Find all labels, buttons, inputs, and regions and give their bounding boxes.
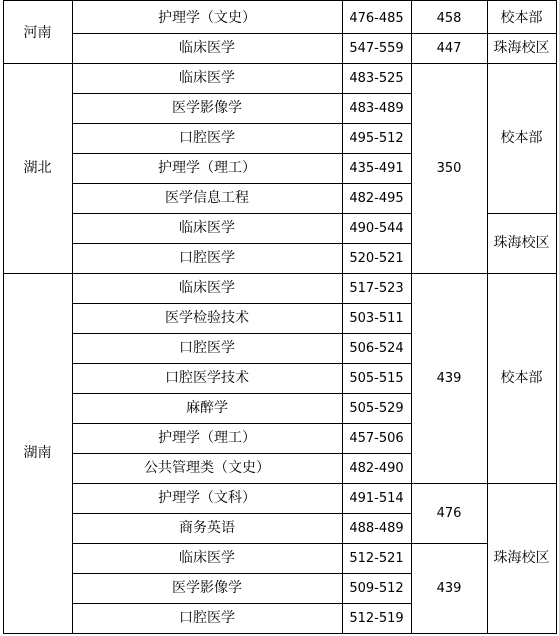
row-divider [487, 213, 557, 214]
score-range-cell: 547-559 [349, 40, 404, 56]
major-cell: 口腔医学 [179, 250, 235, 266]
major-cell: 医学影像学 [172, 100, 242, 116]
major-cell: 医学信息工程 [165, 190, 249, 206]
column-divider [342, 0, 343, 634]
row-divider [3, 273, 73, 274]
row-divider [411, 633, 488, 634]
score-range-cell: 509-512 [349, 580, 404, 596]
score-range-cell: 512-519 [349, 610, 404, 626]
major-cell: 医学检验技术 [165, 310, 249, 326]
row-divider [72, 333, 412, 334]
province-cell: 湖北 [23, 160, 52, 176]
major-cell: 麻醉学 [186, 400, 228, 416]
major-cell: 护理学（文史） [158, 10, 256, 26]
control-line-cell: 439 [436, 370, 462, 386]
row-divider [72, 33, 412, 34]
row-divider [487, 273, 557, 274]
score-range-cell: 483-525 [349, 70, 404, 86]
campus-cell: 珠海校区 [493, 40, 550, 56]
major-cell: 口腔医学 [179, 610, 235, 626]
control-line-cell: 439 [436, 580, 462, 596]
major-cell: 护理学（文科） [158, 490, 256, 506]
row-divider [411, 273, 488, 274]
score-range-cell: 512-521 [349, 550, 404, 566]
row-divider [72, 453, 412, 454]
major-cell: 口腔医学技术 [165, 370, 249, 386]
control-line-cell: 458 [436, 10, 462, 26]
score-range-cell: 476-485 [349, 10, 404, 26]
row-divider [72, 573, 412, 574]
row-divider [72, 603, 412, 604]
row-divider [487, 633, 557, 634]
row-divider [72, 93, 412, 94]
row-divider [72, 273, 412, 274]
row-divider [72, 483, 412, 484]
score-range-cell: 505-515 [349, 370, 404, 386]
score-range-cell: 503-511 [349, 310, 404, 326]
row-divider [411, 543, 488, 544]
row-divider [72, 393, 412, 394]
campus-cell: 珠海校区 [493, 550, 550, 566]
major-cell: 口腔医学 [179, 130, 235, 146]
row-divider [72, 183, 412, 184]
campus-cell: 珠海校区 [493, 235, 550, 251]
row-divider [72, 423, 412, 424]
score-range-cell: 517-523 [349, 280, 404, 296]
column-divider [411, 0, 412, 634]
campus-cell: 校本部 [500, 370, 543, 386]
score-range-cell: 435-491 [349, 160, 404, 176]
major-cell: 护理学（理工） [158, 160, 256, 176]
score-range-cell: 506-524 [349, 340, 404, 356]
major-cell: 医学影像学 [172, 580, 242, 596]
column-divider [556, 0, 557, 634]
score-range-cell: 520-521 [349, 250, 404, 266]
major-cell: 临床医学 [179, 280, 235, 296]
row-divider [72, 213, 412, 214]
row-divider [72, 243, 412, 244]
column-divider [72, 0, 73, 634]
score-range-cell: 482-495 [349, 190, 404, 206]
row-divider [487, 33, 557, 34]
province-cell: 湖南 [23, 445, 52, 461]
row-divider [72, 303, 412, 304]
row-divider [411, 63, 488, 64]
score-range-cell: 482-490 [349, 460, 404, 476]
control-line-cell: 350 [436, 160, 462, 176]
major-cell: 口腔医学 [179, 340, 235, 356]
row-divider [72, 633, 412, 634]
score-range-cell: 505-529 [349, 400, 404, 416]
score-range-cell: 491-514 [349, 490, 404, 506]
row-divider [3, 63, 73, 64]
row-divider [72, 63, 412, 64]
control-line-cell: 447 [436, 40, 462, 56]
major-cell: 临床医学 [179, 220, 235, 236]
row-divider [411, 483, 488, 484]
column-divider [3, 0, 4, 634]
row-divider [3, 633, 73, 634]
score-range-cell: 495-512 [349, 130, 404, 146]
row-divider [72, 363, 412, 364]
score-range-cell: 483-489 [349, 100, 404, 116]
major-cell: 临床医学 [179, 70, 235, 86]
row-divider [487, 63, 557, 64]
column-divider [487, 0, 488, 634]
major-cell: 商务英语 [179, 520, 235, 536]
row-divider [72, 513, 412, 514]
campus-cell: 校本部 [500, 130, 543, 146]
score-range-cell: 490-544 [349, 220, 404, 236]
row-divider [72, 123, 412, 124]
major-cell: 公共管理类（文史） [144, 460, 270, 476]
row-divider [72, 543, 412, 544]
row-divider [487, 483, 557, 484]
score-range-cell: 457-506 [349, 430, 404, 446]
row-divider [3, 0, 557, 1]
major-cell: 护理学（理工） [158, 430, 256, 446]
province-cell: 河南 [23, 25, 52, 41]
score-range-cell: 488-489 [349, 520, 404, 536]
major-cell: 临床医学 [179, 40, 235, 56]
row-divider [411, 33, 488, 34]
campus-cell: 校本部 [500, 10, 543, 26]
row-divider [72, 153, 412, 154]
control-line-cell: 476 [436, 505, 462, 521]
major-cell: 临床医学 [179, 550, 235, 566]
